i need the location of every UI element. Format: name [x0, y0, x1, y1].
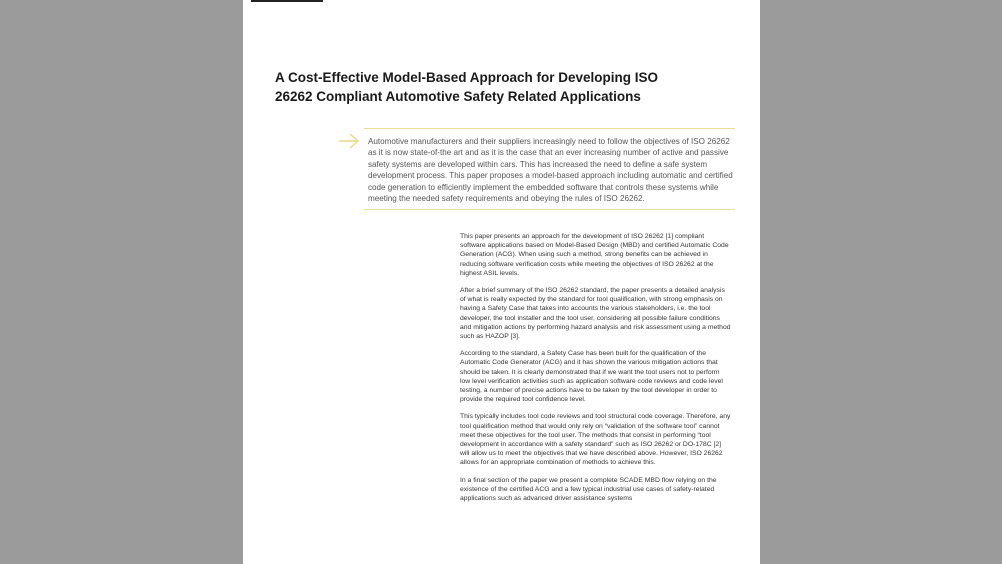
paragraph: After a brief summary of the ISO 26262 standard, the paper presents a detailed analysis of what is really expected by the standard for tool qualification, with strong emphasis on having a Safety Case that takes into accounts the various stakeholders, i.e. the tool developer, the tool installer and the tool user, considering all possible failure conditions and mitigation actions by performing hazard analysis and risk assessment using a method such as HAZOP [3].: [460, 287, 731, 341]
document-title: A Cost-Effective Model-Based Approach for Developing ISO 26262 Compliant Automotive Safety Related Applications: [275, 70, 659, 104]
paragraph: According to the standard, a Safety Case has been built for the qualification of the Automatic Code Generator (ACG) and it has shown the various mitigation actions that should be taken. It is clearly demonstrated that if we want the tool users not to perform low level verification activities such as application software code reviews and code level testing, a number of precise actions have to be taken by the tool developer in order to provide the required tool confidence level.: [460, 350, 723, 404]
paragraph: In a final section of the paper we present a complete SCADE MBD flow relying on the existence of the certified ACG and a few typical industrial use cases of safety-related applications such as advanced driver assistance systems: [460, 476, 717, 503]
arrow-right-icon: [338, 132, 360, 150]
body-text: [460, 232, 731, 511]
document-page: [243, 0, 760, 564]
page-top-tab: [251, 0, 323, 2]
abstract-box: [364, 128, 735, 210]
paragraph: This paper presents an approach for the development of ISO 26262 [1] compliant software applications based on Model-Based Design (MBD) and certified Automatic Code Generation (ACG). When using such a method, strong benefits can be achieved in reducing software verification costs while meeting the objectives of ISO 26262 at the highest ASIL levels.: [460, 233, 729, 277]
abstract-text: Automotive manufacturers and their suppliers increasingly need to follow the objectives of ISO 26262 as it is now state-of-the art and as it is the case that an ever increasing number of active and passive safety systems are developed within cars. This has increased the need to define a safe system development process. This paper proposes a model-based approach including automatic and certified code generation to efficiently implement the embedded software that controls these systems while meeting the needed safety requirements and obeying the rules of ISO 26262.: [368, 137, 733, 204]
paragraph: This typically includes tool code reviews and tool structural code coverage. Therefore, any tool qualification method that would only rely on “validation of the software tool” cannot meet these objectives for the tool user. The methods that consist in performing “tool development in accordance with a safety standard” such as ISO 26262 or DO-178C [2] will allow us to meet the objectives that we have described above. However, ISO 26262 allows for an appropriate combination of methods to achieve this.: [460, 413, 731, 467]
